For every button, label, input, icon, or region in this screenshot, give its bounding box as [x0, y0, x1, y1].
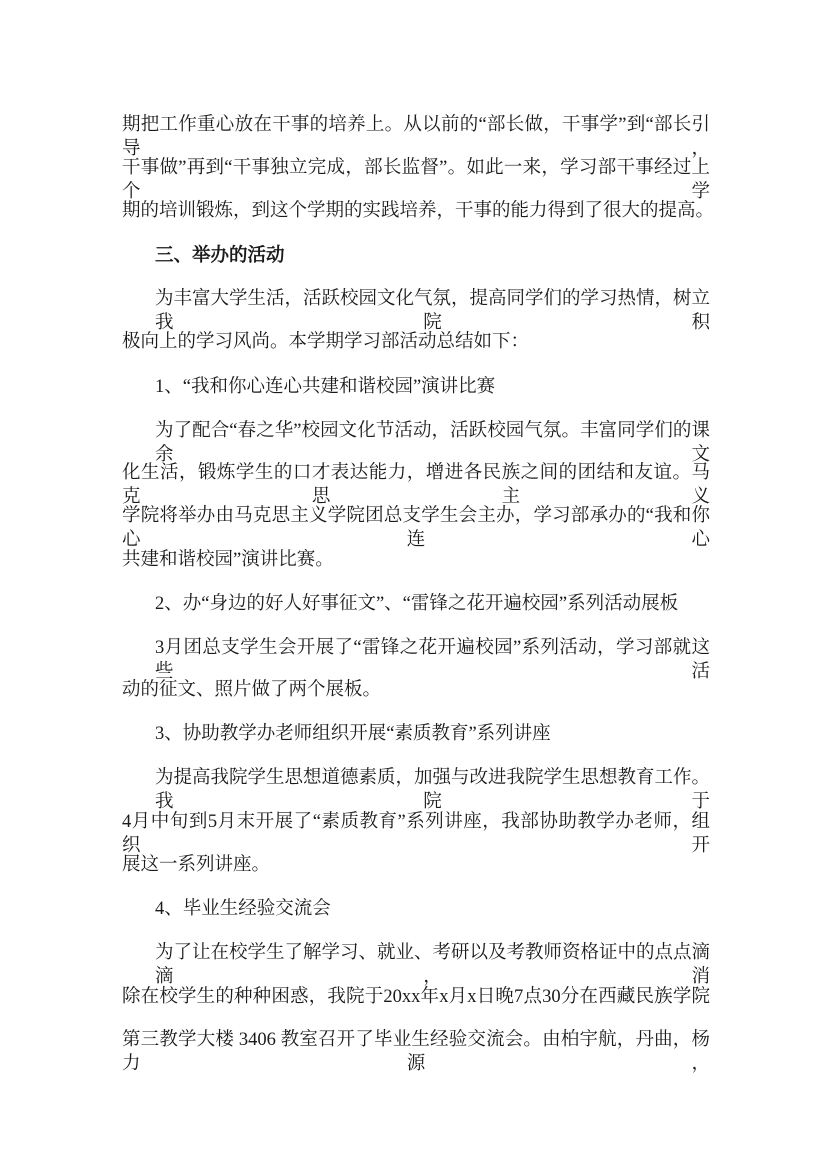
- paragraph-line: 展这一系列讲座。: [122, 855, 271, 875]
- paragraph-line: 第三教学大楼 3406 教室召开了毕业生经验交流会。由柏宇航，丹曲，杨力源，: [122, 1030, 710, 1074]
- paragraph-line: 期的培训锻炼，到这个学期的实践培养，干事的能力得到了很大的提高。: [122, 201, 715, 221]
- subheading: 4、毕业生经验交流会: [155, 899, 331, 919]
- section-heading: 三、举办的活动: [155, 246, 285, 266]
- paragraph-line: 共建和谐校园”演讲比赛。: [122, 550, 334, 570]
- paragraph-line: 除在校学生的种种困惑，我院于20xx年x月x日晚7点30分在西藏民族学院: [122, 987, 710, 1007]
- paragraph-line: 干事做”再到“干事独立完成，部长监督”。如此一来，学习部干事经过上个学: [122, 158, 710, 202]
- paragraph-line: 为丰富大学生活，活跃校园文化气氛，提高同学们的学习热情，树立我院积: [155, 289, 711, 333]
- paragraph-line: 动的征文、照片做了两个展板。: [122, 680, 382, 700]
- subheading: 3、协助教学办老师组织开展“素质教育”系列讲座: [155, 724, 551, 744]
- paragraph-line: 期把工作重心放在干事的培养上。从以前的“部长做，干事学”到“部长引导，: [122, 115, 710, 159]
- paragraph-line: 为了配合“春之华”校园文化节活动，活跃校园气氛。丰富同学们的课余文: [155, 421, 710, 465]
- paragraph-line: 4月中旬到5月末开展了“素质教育”系列讲座，我部协助教学办老师，组织开: [122, 812, 710, 856]
- paragraph-line: 极向上的学习风尚。本学期学习部活动总结如下：: [122, 332, 530, 352]
- paragraph-line: 化生活，锻炼学生的口才表达能力，增进各民族之间的团结和友谊。马克思主义: [122, 463, 710, 507]
- paragraph-line: 为了让在校学生了解学习、就业、考研以及考教师资格证中的点点滴滴，消: [155, 943, 711, 987]
- paragraph-line: 3月团总支学生会开展了“雷锋之花开遍校园”系列活动，学习部就这些活: [155, 638, 710, 682]
- paragraph-line: 为提高我院学生思想道德素质，加强与改进我院学生思想教育工作。我院于: [155, 768, 711, 812]
- subheading: 1、“我和你心连心共建和谐校园”演讲比赛: [155, 377, 496, 397]
- subheading: 2、办“身边的好人好事征文”、“雷锋之花开遍校园”系列活动展板: [155, 594, 679, 614]
- paragraph-line: 学院将举办由马克思主义学院团总支学生会主办，学习部承办的“我和你心连心: [122, 506, 710, 550]
